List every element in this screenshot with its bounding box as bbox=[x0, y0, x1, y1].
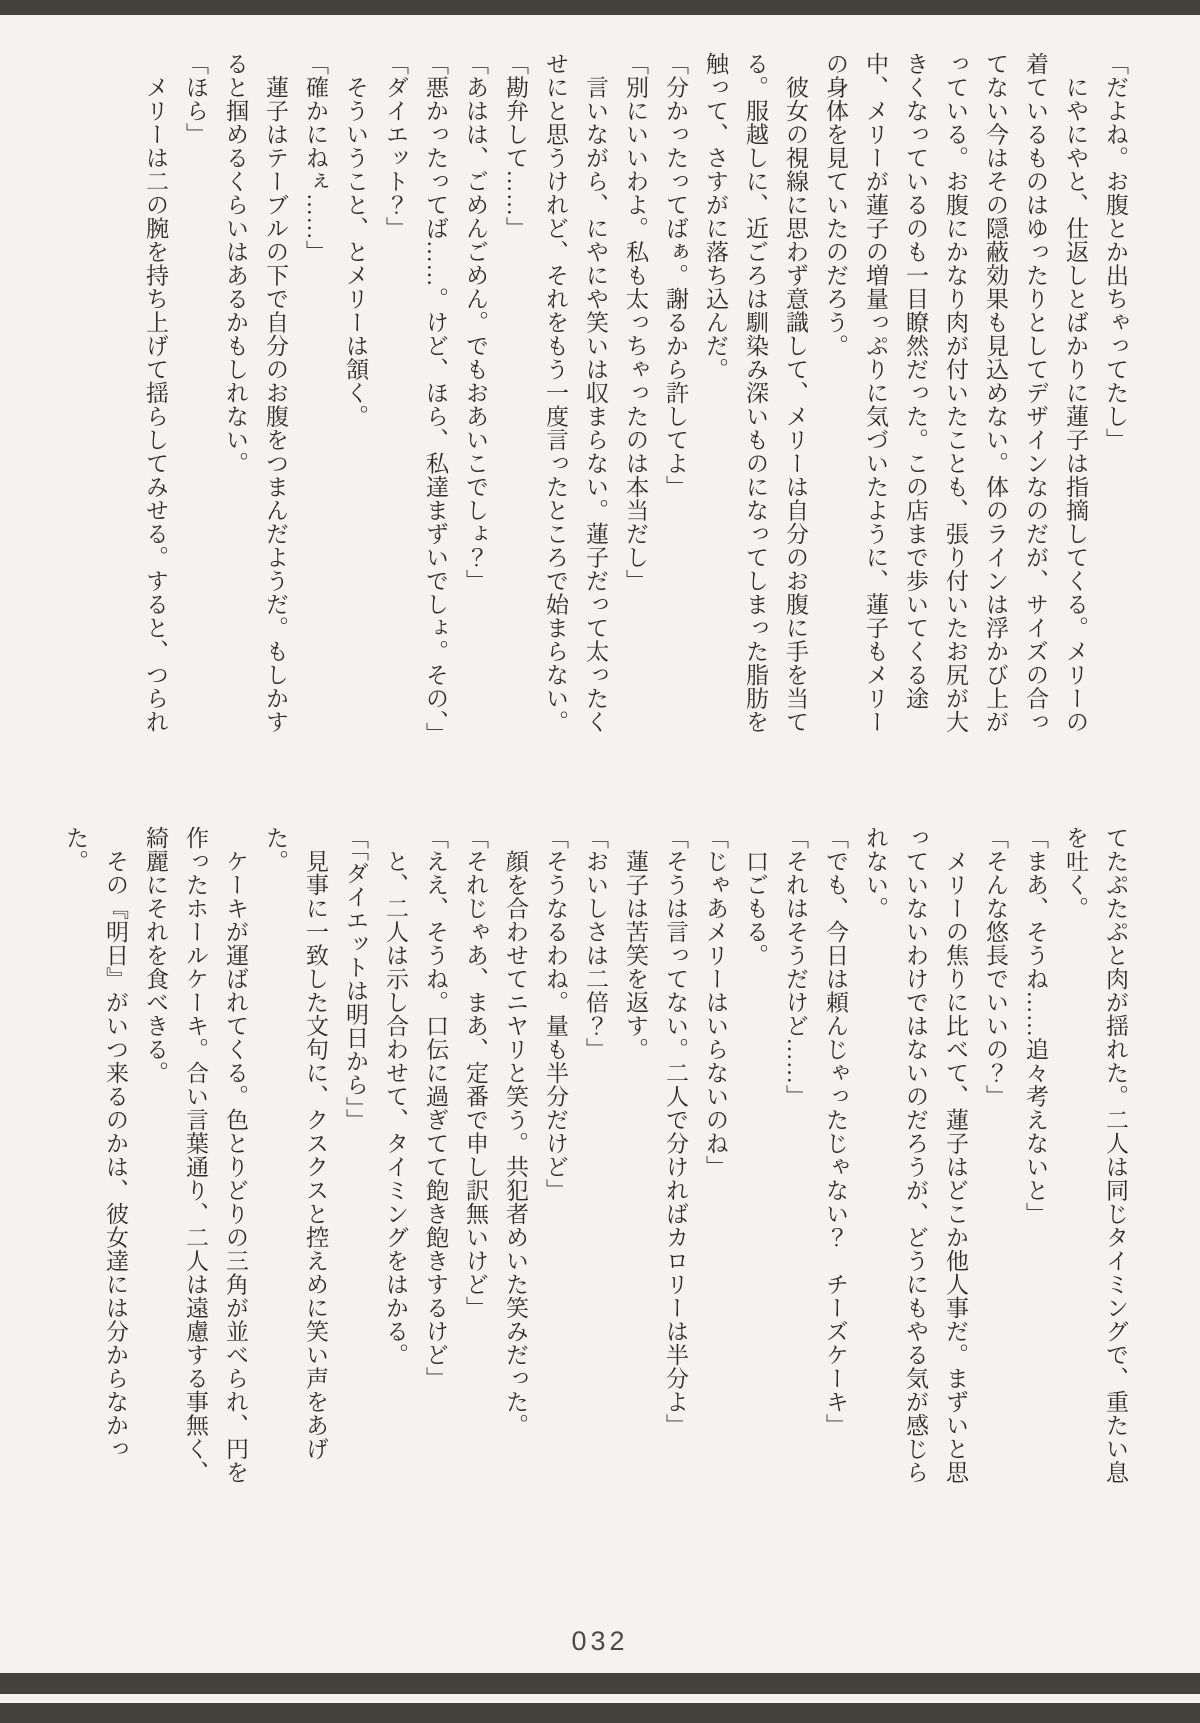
scan-edge-band-top bbox=[0, 0, 1200, 15]
paragraph: 「ダイエット？」 bbox=[383, 52, 408, 240]
paragraph: 「それじゃあ、まあ、定番で申し訳無いけど」 bbox=[463, 826, 488, 1320]
paragraph: 「じゃあメリーはいらないのね」 bbox=[703, 826, 728, 1179]
paragraph: 「そんな悠長でいいの？」 bbox=[983, 826, 1008, 1108]
scan-edge-band-bottom-lower bbox=[0, 1703, 1200, 1723]
text-block-top bbox=[135, 52, 1135, 752]
paragraph: そういうこと、とメリーは頷く。 bbox=[343, 52, 368, 428]
paragraph: 口ごもる。 bbox=[743, 826, 768, 967]
paragraph: 「「ダイエットは明日から」」 bbox=[343, 826, 368, 1132]
paragraph: その『明日』がいつ来るのかは、彼女達には分からなかった。 bbox=[63, 826, 128, 1461]
paragraph: 「だよね。お腹とか出ちゃってたし」 bbox=[1103, 52, 1128, 452]
paragraph: 「勘弁して……」 bbox=[503, 52, 528, 240]
paragraph: てたぷたぷと肉が揺れた。二人は同じタイミングで、重たい息を吐く。 bbox=[1063, 826, 1128, 1484]
paragraph: 見事に一致した文句に、クスクスと控えめに笑い声をあげた。 bbox=[263, 826, 328, 1461]
paragraph: メリーは二の腕を持ち上げて揺らしてみせる。すると、つられ bbox=[143, 52, 168, 734]
text-block-bottom bbox=[55, 826, 1135, 1498]
paragraph: 「ええ、そうね。口伝に過ぎてて飽き飽きするけど」 bbox=[423, 826, 448, 1390]
paragraph: にやにやと、仕返しとばかりに蓮子は指摘してくる。メリーの着ているものはゆったりとしてデザインなのだが、サイズの合ってない今はその隠蔽効果も見込めない。体のラインは浮かび上がっている。お腹にかなり肉が付いたことも、張り付いたお尻が大きくなっているのも一目瞭然だった。この店まで歩いてくる途中、メリーが蓮子の増量っぷりに気づいたように、蓮子もメリーの身体を見ていたのだろう。 bbox=[823, 52, 1088, 734]
paragraph: 「そうは言ってない。二人で分ければカロリーは半分よ」 bbox=[663, 826, 688, 1437]
paragraph: 「それはそうだけど……」 bbox=[783, 826, 808, 1108]
paragraph: メリーの焦りに比べて、蓮子はどこか他人事だ。まずいと思っていないわけではないのだろうが、どうにもやる気が感じられない。 bbox=[863, 826, 968, 1484]
paragraph: 「でも、今日は頼んじゃったじゃない？ チーズケーキ」 bbox=[823, 826, 848, 1437]
scan-edge-band-bottom-upper bbox=[0, 1673, 1200, 1694]
paragraph: 顔を合わせてニヤリと笑う。共犯者めいた笑みだった。 bbox=[503, 826, 528, 1437]
paragraph: ケーキが運ばれてくる。色とりどりの三角が並べられ、円を作ったホールケーキ。合い言葉通り、二人は遠慮する事無く、綺麗にそれを食べきる。 bbox=[143, 826, 248, 1484]
paragraph: 言いながら、にやにや笑いは収まらない。蓮子だって太ったくせにと思うけれど、それをもう一度言ったところで始まらない。 bbox=[543, 52, 608, 734]
paragraph: 「あはは、ごめんごめん。でもおあいこでしょ？」 bbox=[463, 52, 488, 593]
paragraph: 「確かにねぇ……」 bbox=[303, 52, 328, 264]
paragraph: 「悪かったってば……。けど、ほら、私達まずいでしょ。その、」 bbox=[423, 52, 448, 746]
paragraph: 蓮子はテーブルの下で自分のお腹をつまんだようだ。もしかすると掴めるくらいはあるかもしれない。 bbox=[223, 52, 288, 734]
paragraph: 「まあ、そうね……追々考えないと」 bbox=[1023, 826, 1048, 1226]
page-number: 032 bbox=[571, 1626, 629, 1656]
paragraph: 蓮子は苦笑を返す。 bbox=[623, 826, 648, 1061]
paragraph: 「別にいいわよ。私も太っちゃったのは本当だし」 bbox=[623, 52, 648, 593]
paragraph: 「おいしさは二倍？」 bbox=[583, 826, 608, 1061]
paragraph: 彼女の視線に思わず意識して、メリーは自分のお腹に手を当てる。服越しに、近ごろは馴染み深いものになってしまった脂肪を触って、さすがに落ち込んだ。 bbox=[703, 52, 808, 734]
paragraph: 「ほら」 bbox=[183, 52, 208, 146]
paragraph: 「分かったってばぁ。謝るから許してよ」 bbox=[663, 52, 688, 499]
paragraph: と、二人は示し合わせて、タイミングをはかる。 bbox=[383, 826, 408, 1367]
paragraph: 「そうなるわね。量も半分だけど」 bbox=[543, 826, 568, 1202]
